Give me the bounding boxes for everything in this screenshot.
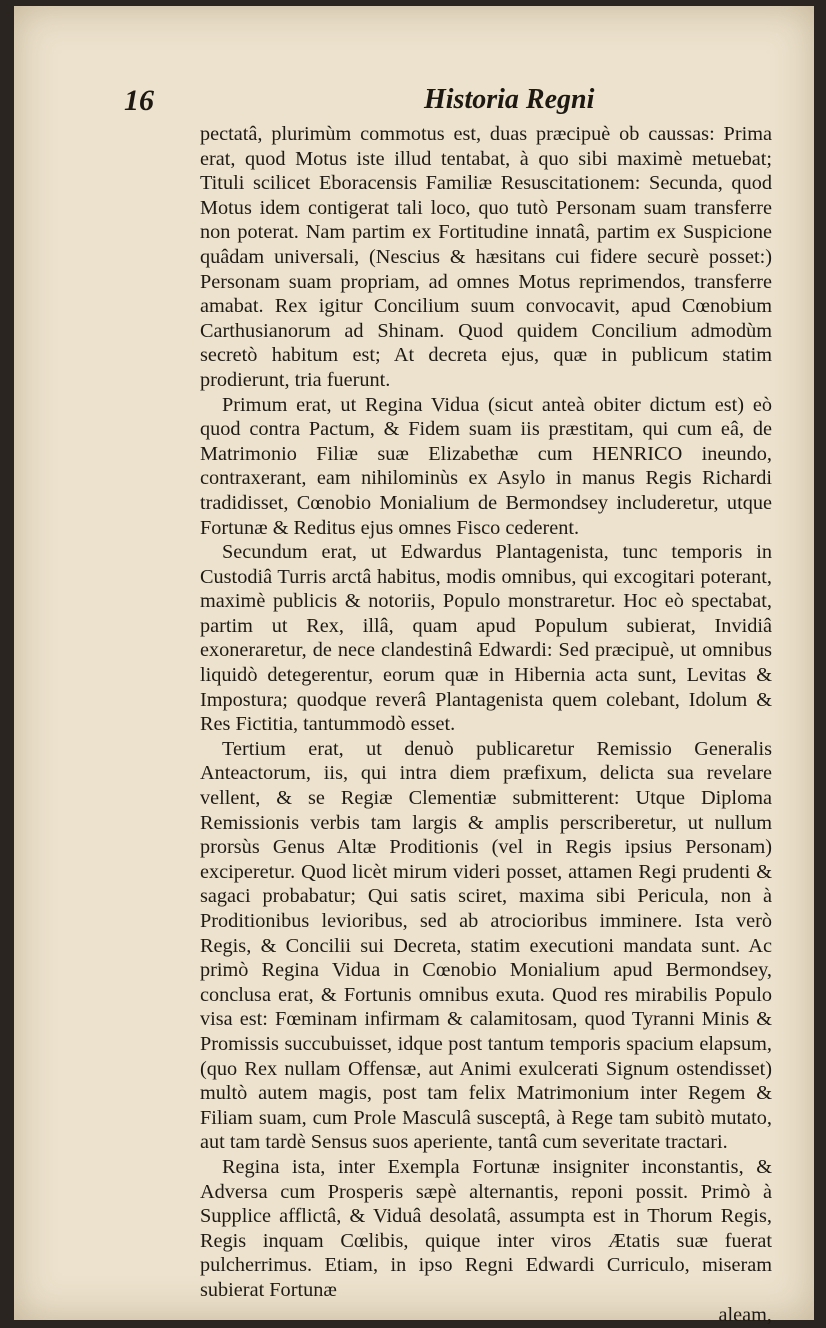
paragraph: Regina ista, inter Exempla Fortunæ insigniter inconstantis, & Adversa cum Prosperis sæpè alternantis, reponi possit. Primò à Supplice afflictâ, & Viduâ desolatâ, assumpta est in Thorum Regis, Regis inquam Cœlibis, quique inter viros Ætatis suæ fuerat pulcherrimus. Etiam, in ipso Regni Edwardi Curriculo, miseram subierat Fortunæ (200, 1155, 772, 1301)
paragraph: Primum erat, ut Regina Vidua (sicut anteà obiter dictum est) eò quod contra Pactum, & Fidem suam iis præstitam, qui cum eâ, de Matrimonio Filiæ suæ Elizabethæ cum HENRICO ineundo, contraxerant, eam nihilominùs ex Asylo in manus Regis Richardi tradidisset, Cœnobio Monialium de Bermondsey includeretur, utque Fortunæ & Reditus ejus omnes Fisco cederent. (200, 393, 772, 539)
text-body (200, 122, 772, 1327)
page-header (124, 84, 594, 124)
book-page (14, 6, 814, 1326)
running-head: Historia Regni (424, 84, 595, 115)
paragraph: Tertium erat, ut denuò publicaretur Remissio Generalis Anteactorum, iis, qui intra diem præfixum, delicta sua revelare vellent, & se Regiæ Clementiæ submitterent: Utque Diploma Remissionis verbis tam largis & amplis perscriberetur, ut nullum prorsùs Genus Altæ Proditionis (vel in Regis ipsius Personam) exciperetur. Quod licèt mirum videri posset, attamen Regi prudenti & sagaci probabatur; Qui satis sciret, maxima sibi Pericula, non à Proditionibus levioribus, sed ab atrocioribus imminere. Ista verò Regis, & Concilii sui Decreta, statim executioni mandata sunt. Ac primò Regina Vidua in Cœnobio Monialium apud Bermondsey, conclusa erat, & Fortunis omnibus exuta. Quod res mirabilis Populo visa est: Fœminam infirmam & calamitosam, quod Tyranni Minis & Promissis succubuisset, idque post tantum temporis spacium elapsum, (quo Rex nullam Offensæ, aut Animi exulcerati Signum ostendisset) multò autem magis, post tam felix Matrimonium inter Regem & Filiam suam, cum Prole Masculâ susceptâ, à Rege tam subitò mutato, aut tam tardè Sensus suos aperiente, tantâ cum severitate tractari. (200, 737, 772, 1154)
paragraph: pectatâ, plurimùm commotus est, duas præcipuè ob caussas: Prima erat, quod Motus iste illud tentabat, à quo sibi maximè metuebat; Tituli scilicet Eboracensis Familiæ Resuscitationem: Secunda, quod Motus idem contigerat tali loco, quo tutò Personam suam transferre non poterat. Nam partim ex Fortitudine innatâ, partim ex Suspicione quâdam universali, (Nescius & hæsitans cui fidere securè posset:) Personam suam propriam, ad omnes Motus reprimendos, transferre amabat. Rex igitur Concilium suum convocavit, apud Cœnobium Carthusianorum ad Shinam. Quod quidem Concilium admodùm secretò habitum est; At decreta ejus, quæ in publicum statim prodierunt, tria fuerunt. (200, 123, 772, 391)
page-number: 16 (124, 84, 154, 117)
paragraph: Secundum erat, ut Edwardus Plantagenista, tunc temporis in Custodiâ Turris arctâ habitus, modis omnibus, qui excogitari poterant, maximè publicis & notoriis, Populo monstraretur. Hoc eò spectabat, partim ut Rex, illâ, quam apud Populum subierat, Invidiâ exoneraretur, de nece clandestinâ Edwardi: Sed præcipuè, ut omnibus liquidò detegerentur, eorum quæ in Hibernia acta sunt, Levitas & Impostura; quodque reverâ Plantagenista quem colebant, Idolum & Res Fictitia, tantummodò esset. (200, 541, 772, 736)
catchword: aleam, (718, 1303, 772, 1326)
